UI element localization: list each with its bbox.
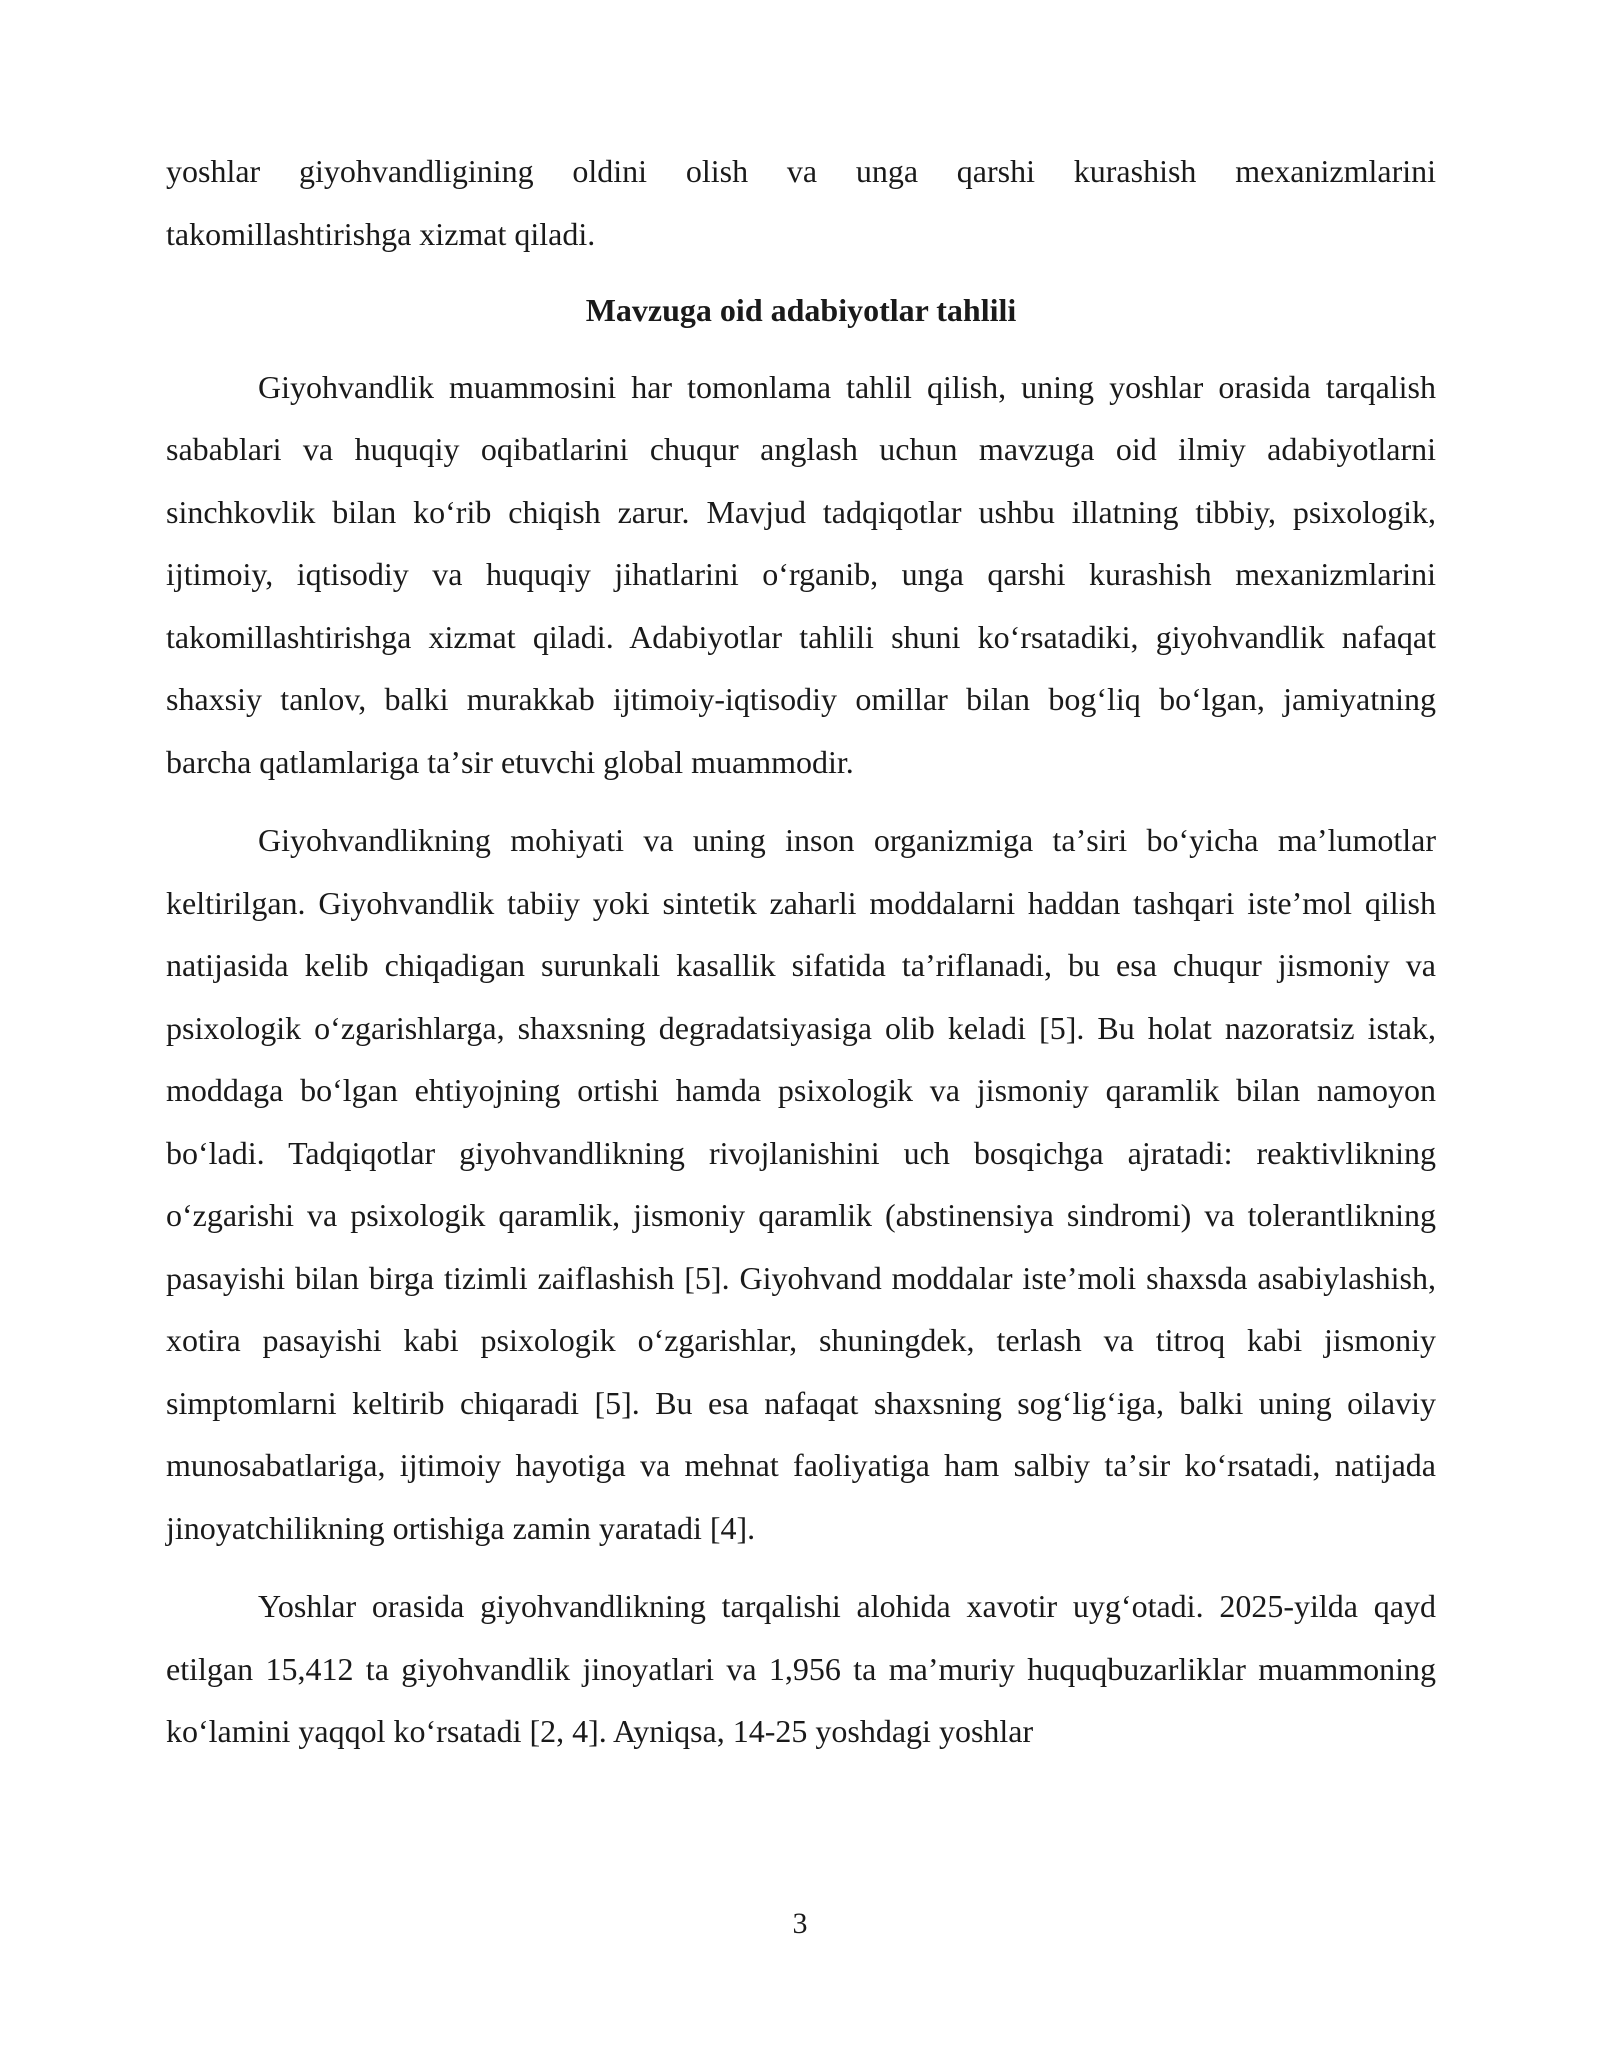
spacer <box>166 793 1436 809</box>
body-paragraph-1: Giyohvandlik muammosini har tomonlama tahlil qilish, uning yoshlar orasida tarqalish sabablari va huquqiy oqibatlarini chuqur anglash uchun mavzuga oid ilmiy adabiyotlarni sinchkovlik bilan koʻrib chiqish zarur. Mavjud tadqiqotlar ushbu illatning tibbiy, psixologik, ijtimoiy, iqtisodiy va huquqiy jihatlarini oʻrganib, unga qarshi kurashish mexanizmlarini takomillashtirishga xizmat qiladi. Adabiyotlar tahlili shuni koʻrsatadiki, giyohvandlik nafaqat shaxsiy tanlov, balki murakkab ijtimoiy-iqtisodiy omillar bilan bogʻliq boʻlgan, jamiyatning barcha qatlamlariga taʼsir etuvchi global muammodir. <box>166 368 1436 780</box>
continuation-paragraph: yoshlar giyohvandligining oldini olish va unga qarshi kurashish mexanizmlarini takomillashtirishga xizmat qiladi. <box>166 153 1436 252</box>
spacer <box>166 265 1436 279</box>
body-paragraph-2: Giyohvandlikning mohiyati va uning inson organizmiga taʼsiri boʻyicha maʼlumotlar keltirilgan. Giyohvandlik tabiiy yoki sintetik zaharli moddalarni haddan tashqari isteʼmol qilish natijasida kelib chiqadigan surunkali kasallik sifatida taʼriflanadi, bu esa chuqur jismoniy va psixologik oʻzgarishlarga, shaxsning degradatsiyasiga olib keladi [5]. Bu holat nazoratsiz istak, moddaga boʻlgan ehtiyojning ortishi hamda psixologik va jismoniy qaramlik bilan namoyon boʻladi. Tadqiqotlar giyohvandlikning rivojlanishini uch bosqichga ajratadi: reaktivlikning oʻzgarishi va psixologik qaramlik, jismoniy qaramlik (abstinensiya sindromi) va tolerantlikning pasayishi bilan birga tizimli zaiflashish [5]. Giyohvand moddalar isteʼmoli shaxsda asabiylashish, xotira pasayishi kabi psixologik oʻzgarishlar, shuningdek, terlash va titroq kabi jismoniy simptomlarni keltirib chiqaradi [5]. Bu esa nafaqat shaxsning sogʻligʻiga, balki uning oilaviy munosabatlariga, ijtimoiy hayotiga va mehnat faoliyatiga ham salbiy taʼsir koʻrsatadi, natijada jinoyatchilikning ortishiga zamin yaratadi [4]. <box>166 822 1436 1546</box>
document-page <box>166 140 1436 1763</box>
spacer <box>166 1559 1436 1575</box>
body-paragraph-3: Yoshlar orasida giyohvandlikning tarqalishi alohida xavotir uygʻotadi. 2025-yilda qayd etilgan 15,412 ta giyohvandlik jinoyatlari va 1,956 ta maʼmuriy huquqbuzarliklar muammoning koʻlamini yaqqol koʻrsatadi [2, 4]. Ayniqsa, 14-25 yoshdagi yoshlar <box>166 1588 1436 1749</box>
page-number: 3 <box>792 1907 808 1940</box>
spacer <box>166 342 1436 356</box>
section-heading: Mavzuga oid adabiyotlar tahlili <box>585 292 1017 328</box>
